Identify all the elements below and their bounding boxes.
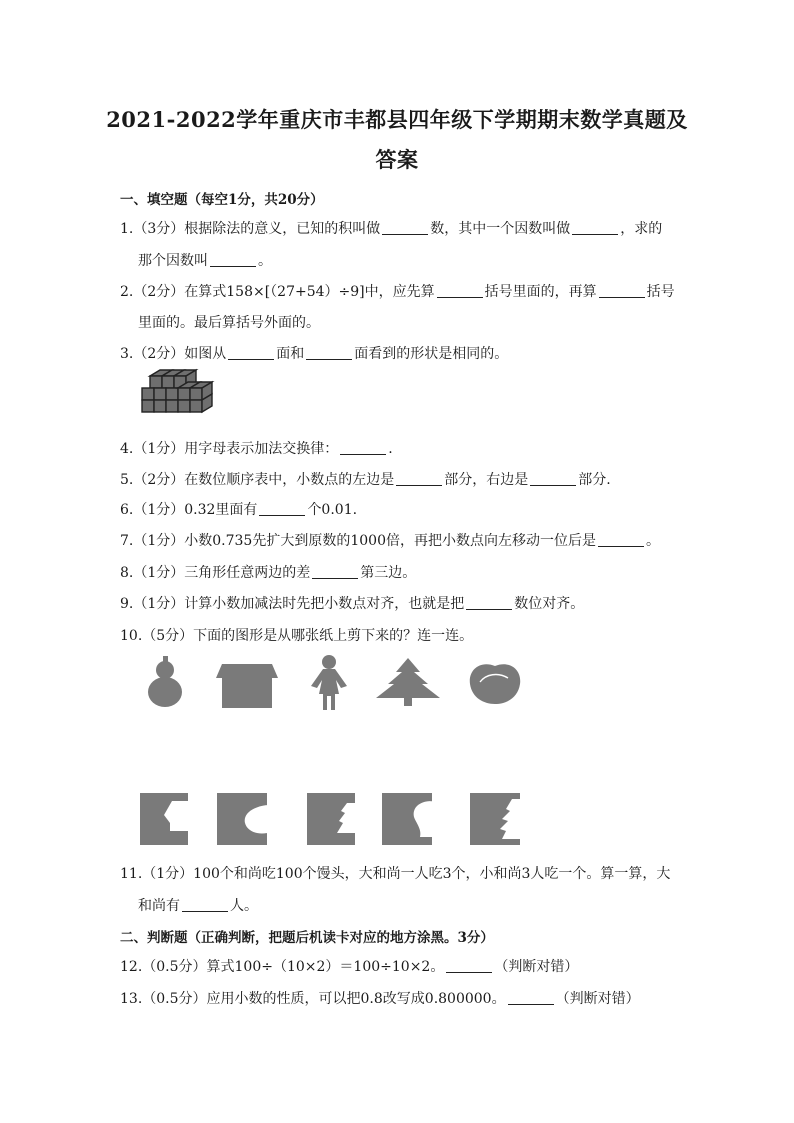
question-1-line2: 那个因数叫 。 [138, 253, 272, 269]
page-title-line2: 答案 [375, 147, 419, 172]
question-4: 4.（1分）用字母表示加法交换律： . [120, 441, 393, 457]
question-2-line2: 里面的。最后算括号外面的。 [138, 315, 320, 331]
answer-blank[interactable] [210, 252, 256, 267]
question-7: 7.（1分）小数0.735先扩大到原数的1000倍，再把小数点向左移动一位后是 。 [120, 533, 660, 549]
cut-paper-3[interactable] [307, 793, 355, 845]
section-heading-judgement: 二、判断题（正确判断，把题后机读卡对应的地方涂黑。3分） [120, 930, 494, 946]
answer-blank[interactable] [259, 501, 305, 516]
house-shape[interactable] [216, 664, 278, 708]
question-5: 5.（2分）在数位顺序表中，小数点的左边是 部分，右边是 部分. [120, 472, 611, 488]
question-12: 12.（0.5分）算式100÷（10×2）＝100÷10×2。 （判断对错） [120, 959, 579, 975]
answer-blank[interactable] [530, 471, 576, 486]
section-heading-fill-in: 一、填空题（每空1分，共20分） [120, 192, 324, 208]
question-8: 8.（1分）三角形任意两边的差 第三边。 [120, 565, 417, 581]
question-13: 13.（0.5分）应用小数的性质，可以把0.8改写成0.800000。 （判断对错） [120, 991, 640, 1007]
cut-paper-1[interactable] [140, 793, 188, 845]
peach-shape[interactable] [468, 660, 522, 704]
answer-blank[interactable] [599, 283, 645, 298]
question-10: 10.（5分）下面的图形是从哪张纸上剪下来的？连一连。 [120, 628, 474, 644]
cube-stack-figure [140, 368, 220, 426]
answer-blank[interactable] [396, 471, 442, 486]
person-shape[interactable] [305, 654, 353, 710]
question-11-line2: 和尚有 人。 [138, 898, 258, 914]
cut-paper-4[interactable] [382, 793, 432, 845]
answer-blank[interactable] [182, 897, 228, 912]
question-11-line1: 11.（1分）100个和尚吃100个馒头，大和尚一人吃3个，小和尚3人吃一个。算一算，大 [120, 866, 671, 882]
answer-blank[interactable] [466, 595, 512, 610]
tree-shape[interactable] [376, 658, 440, 706]
question-3: 3.（2分）如图从 面和 面看到的形状是相同的。 [120, 346, 509, 362]
answer-blank[interactable] [382, 220, 428, 235]
answer-blank[interactable] [437, 283, 483, 298]
question-2-line1: 2.（2分）在算式158×[（27+54）÷9]中，应先算 括号里面的，再算 括号 [120, 284, 675, 300]
question-6: 6.（1分）0.32里面有 个0.01. [120, 502, 358, 518]
answer-blank[interactable] [312, 564, 358, 579]
answer-blank[interactable] [572, 220, 618, 235]
answer-blank[interactable] [508, 990, 554, 1005]
page-title-line1: 2021-2022学年重庆市丰都县四年级下学期期末数学真题及 [106, 107, 688, 132]
gourd-shape[interactable] [145, 656, 185, 708]
question-9: 9.（1分）计算小数加减法时先把小数点对齐，也就是把 数位对齐。 [120, 596, 585, 612]
answer-blank[interactable] [228, 345, 274, 360]
question-1-line1: 1.（3分）根据除法的意义，已知的积叫做 数，其中一个因数叫做 ，求的 [120, 221, 663, 237]
answer-blank[interactable] [446, 958, 492, 973]
answer-blank[interactable] [598, 532, 644, 547]
answer-blank[interactable] [306, 345, 352, 360]
answer-blank[interactable] [340, 440, 386, 455]
cut-paper-2[interactable] [217, 793, 267, 845]
cut-paper-5[interactable] [470, 793, 520, 845]
